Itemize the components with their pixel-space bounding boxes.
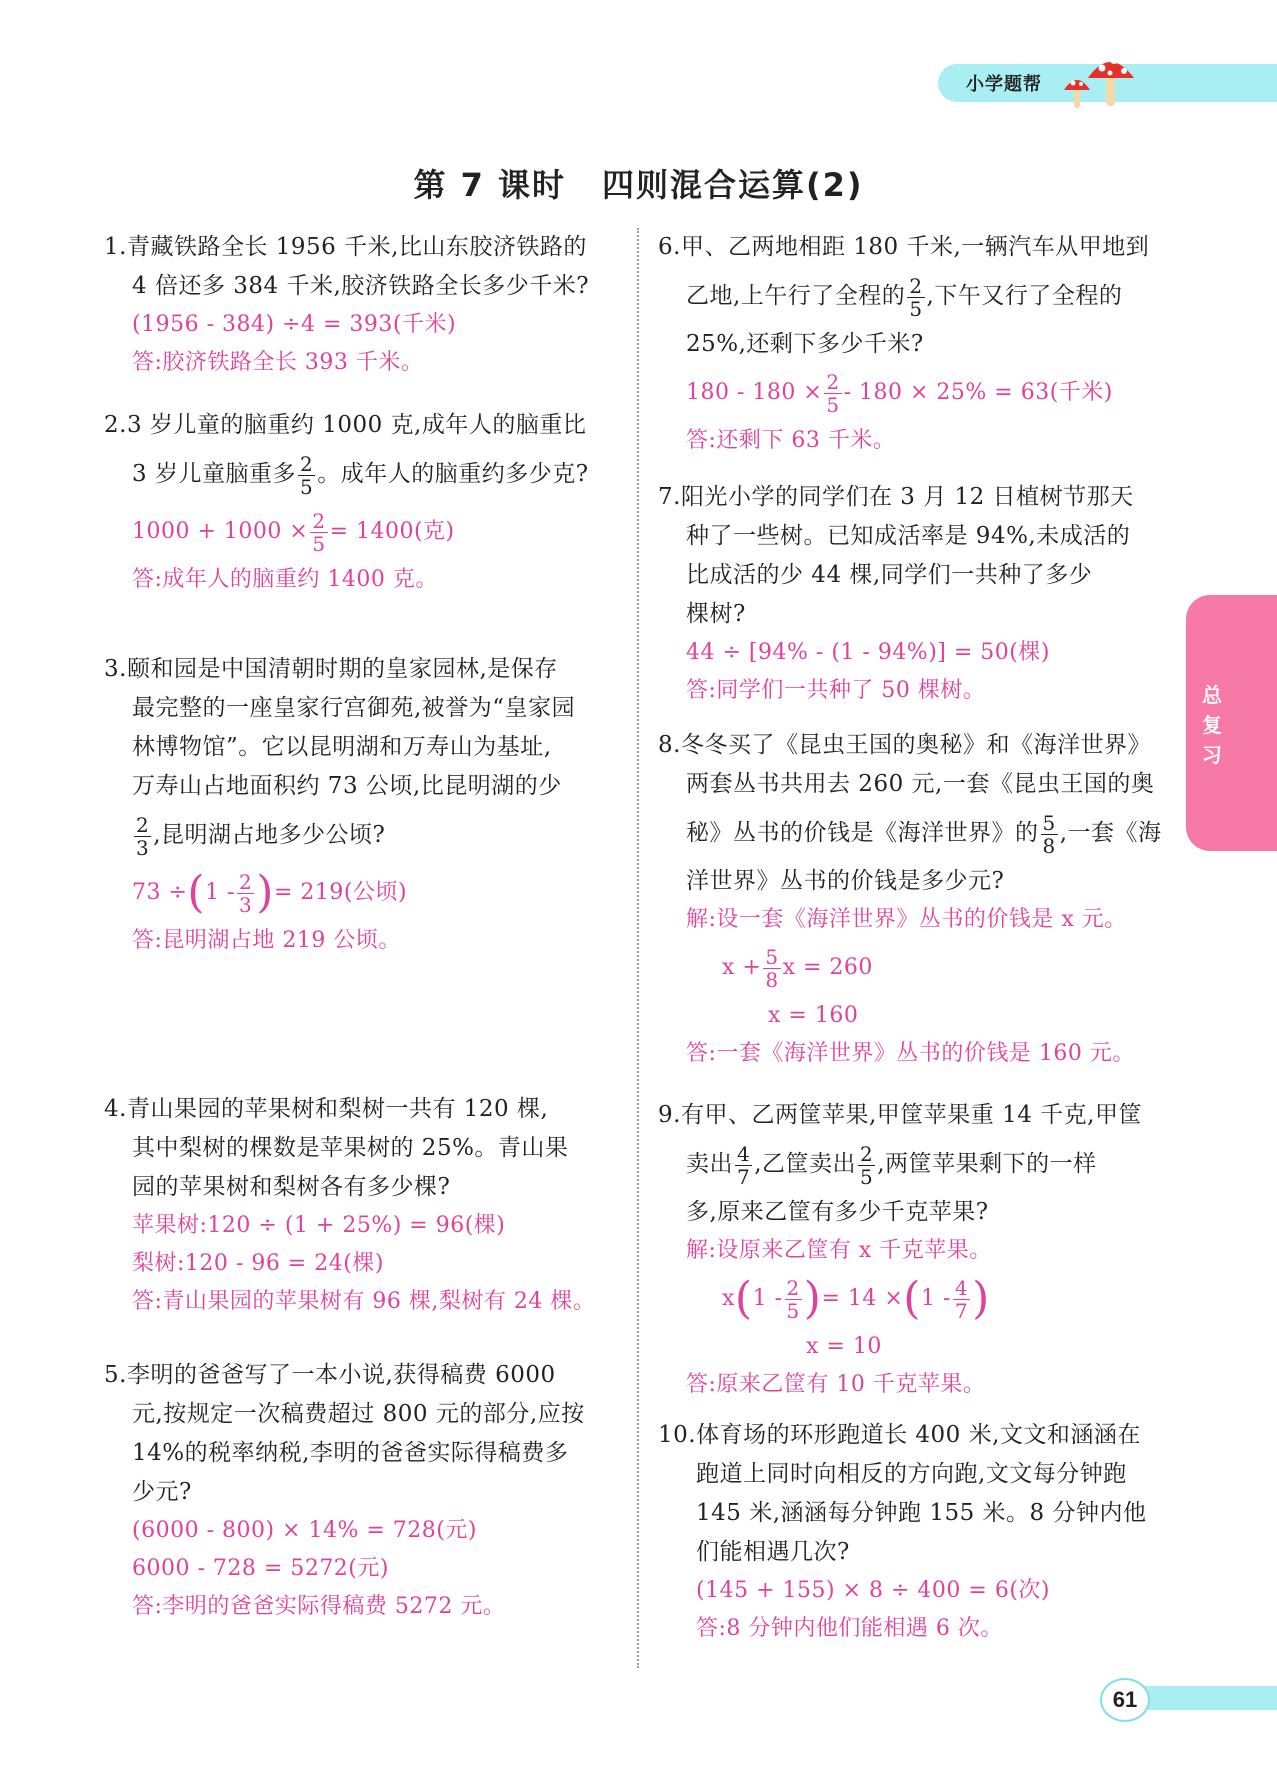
question-line: 6.甲、乙两地相距 180 千米,一辆汽车从甲地到: [658, 234, 1150, 260]
question-line: 种了一些树。已知成活率是 94%,未成活的: [686, 523, 1131, 549]
column-divider: [637, 228, 639, 1668]
fraction-denominator: 5: [299, 474, 314, 499]
fraction-numerator: 2: [860, 1141, 874, 1166]
fraction-numerator: 2: [239, 869, 253, 894]
fraction: [298, 453, 315, 498]
answer-line: 6000 - 728 = 5272(元): [132, 1556, 389, 1581]
answer-line: 答:还剩下 63 千米。: [686, 428, 896, 453]
question-line: 多,原来乙筐有多少千克苹果?: [686, 1199, 989, 1225]
question-line: 跑道上同时向相反的方向跑,文文每分钟跑: [696, 1461, 1127, 1487]
answer-text: = 219(公顷): [273, 880, 408, 905]
fraction-numerator: 5: [765, 944, 779, 969]
question-line: 145 米,涵涵每分钟跑 155 米。8 分钟内他: [696, 1500, 1147, 1526]
answer-text: 1 -: [920, 1286, 951, 1311]
answer-line: 答:原来乙筐有 10 千克苹果。: [686, 1372, 986, 1397]
question-line: 8.冬冬买了《昆虫王国的奥秘》和《海洋世界》: [658, 732, 1151, 758]
problem-1: [104, 228, 604, 388]
answer-line: [658, 939, 1178, 997]
side-tab-label: 总复习: [1202, 683, 1222, 767]
question-text: ,一套《海: [1059, 820, 1162, 846]
answer-line: 苹果树:120 ÷ (1 + 25%) = 96(棵): [132, 1213, 506, 1238]
fraction-denominator: 5: [860, 1164, 874, 1189]
question-line: 元,按规定一次稿费超过 800 元的部分,应按: [132, 1401, 585, 1427]
fraction-numerator: 2: [826, 369, 840, 394]
page-title: [0, 160, 1277, 206]
question-line: 洋世界》丛书的价钱是多少元?: [686, 868, 1005, 894]
answer-line: (145 + 155) × 8 ÷ 400 = 6(次): [696, 1578, 1050, 1603]
answer-line: 44 ÷ [94% - (1 - 94%)] = 50(棵): [686, 640, 1050, 665]
question-text: ,两筐苹果剩下的一样: [877, 1151, 1097, 1177]
question-line: [658, 267, 1178, 325]
answer-line: (6000 - 800) × 14% = 728(元): [132, 1518, 477, 1543]
fraction-numerator: 2: [786, 1275, 800, 1300]
answer-line: x(1 - $\frac{2}{5}$ )= 14 ×(1 - $\frac{4}{7}$ ): [722, 1273, 990, 1324]
answer-text: 1 -: [752, 1286, 783, 1311]
question-line: 园的苹果树和梨树各有多少棵?: [132, 1174, 451, 1200]
question-text: 3 岁儿童脑重多: [132, 461, 296, 487]
question-line: 4 倍还多 384 千米,胶济铁路全长多少千米?: [132, 273, 590, 299]
fraction-denominator: 3: [239, 892, 253, 917]
question-line: 少元?: [132, 1479, 192, 1505]
problem-4: [104, 1090, 604, 1340]
problem-3: [104, 650, 604, 1040]
question-line: 9.有甲、乙两筐苹果,甲筐苹果重 14 千克,甲筐: [658, 1102, 1142, 1128]
lesson-topic: 四则混合运算(2): [602, 166, 864, 204]
fraction-denominator: 5: [312, 531, 326, 556]
answer-text: x +: [722, 955, 762, 980]
fraction-numerator: 2: [299, 451, 314, 476]
question-line: [104, 445, 604, 503]
problem-9: [658, 1096, 1178, 1416]
problem-2: [104, 406, 604, 636]
brand-label: 小学题帮: [966, 74, 1042, 95]
answer-text: = 14 ×: [821, 1286, 904, 1311]
right-column: [658, 228, 1178, 1648]
question-line: 2.3 岁儿童的脑重约 1000 克,成年人的脑重比: [104, 412, 587, 438]
fraction-denominator: 5: [786, 1298, 800, 1323]
fraction-numerator: 4: [737, 1141, 751, 1166]
question-line: 万寿山占地面积约 73 公顷,比昆明湖的少: [132, 773, 562, 799]
problem-6: [658, 228, 1178, 478]
problem-10: [658, 1416, 1178, 1648]
answer-text: 1000 + 1000 ×: [132, 519, 309, 544]
fraction: [953, 1277, 970, 1322]
question-line: [658, 1135, 1178, 1193]
fraction: [858, 1143, 875, 1188]
answer-line: 解:设一套《海洋世界》丛书的价钱是 x 元。: [686, 907, 1127, 932]
answer-line: 梨树:120 - 96 = 24(棵): [132, 1251, 384, 1276]
question-text: ,乙筐卖出: [754, 1151, 857, 1177]
fraction: [735, 1143, 752, 1188]
answer-text: 1 -: [205, 880, 236, 905]
fraction: [907, 275, 924, 320]
fraction-numerator: 5: [1042, 810, 1056, 835]
answer-text: = 1400(克): [329, 519, 455, 544]
answer-line: (1956 - 384) ÷4 = 393(千米): [132, 312, 457, 337]
fraction-denominator: 3: [136, 835, 150, 860]
problem-8: [658, 726, 1178, 1096]
question-line: 25%,还剩下多少千米?: [686, 331, 924, 357]
fraction-denominator: 5: [826, 392, 840, 417]
question-line: 们能相遇几次?: [696, 1539, 850, 1565]
answer-line: x = 10: [806, 1334, 882, 1359]
page-number: 61: [1100, 1678, 1150, 1722]
answer-line: 解:设原来乙筐有 x 千克苹果。: [686, 1238, 992, 1263]
question-line: 其中梨树的棵数是苹果树的 25%。青山果: [132, 1135, 569, 1161]
question-line: 14%的税率纳税,李明的爸爸实际得稿费多: [132, 1440, 569, 1466]
answer-text: - 180 × 25% = 63(千米): [843, 380, 1113, 405]
question-line: 1.青藏铁路全长 1956 千米,比山东胶济铁路的: [104, 234, 587, 260]
lesson-label: 第 7 课时: [413, 166, 567, 204]
question-line: 5.李明的爸爸写了一本小说,获得稿费 6000: [104, 1362, 556, 1388]
question-line: 3.颐和园是中国清朝时期的皇家园林,是保存: [104, 656, 558, 682]
answer-line: x = 160: [768, 1003, 859, 1028]
question-line: 最完整的一座皇家行宫御苑,被誉为“皇家园: [132, 695, 576, 721]
fraction-numerator: 2: [136, 812, 150, 837]
answer-line: [104, 503, 604, 561]
mushroom-icon: [1058, 46, 1148, 116]
answer-line: 答:8 分钟内他们能相遇 6 次。: [696, 1616, 1003, 1641]
question-line: 林博物馆”。它以昆明湖和万寿山为基址,: [132, 734, 552, 760]
answer-line: 答:昆明湖占地 219 公顷。: [132, 928, 401, 953]
fraction-numerator: 2: [909, 273, 923, 298]
question-text: 秘》丛书的价钱是《海洋世界》的: [686, 820, 1039, 846]
question-text: 卖出: [686, 1151, 733, 1177]
question-line: [658, 804, 1178, 862]
answer-line: 答:一套《海洋世界》丛书的价钱是 160 元。: [686, 1041, 1135, 1066]
problem-7: [658, 478, 1178, 718]
answer-line: 答:同学们一共种了 50 棵树。: [686, 678, 986, 703]
answer-text: 180 - 180 ×: [686, 380, 823, 405]
fraction-denominator: 7: [737, 1164, 751, 1189]
answer-line: [658, 364, 1178, 422]
answer-line: 答:李明的爸爸实际得稿费 5272 元。: [132, 1594, 506, 1619]
left-column: [104, 228, 604, 1626]
fraction-numerator: 4: [954, 1275, 969, 1300]
question-line: 10.体育场的环形跑道长 400 米,文文和涵涵在: [658, 1422, 1141, 1448]
fraction: [763, 946, 780, 991]
answer-line: 答:胶济铁路全长 393 千米。: [132, 350, 424, 375]
answer-text: x: [722, 1286, 735, 1311]
answer-line: 答:青山果园的苹果树有 96 棵,梨树有 24 棵。: [132, 1289, 596, 1314]
question-text: 乙地,上午行了全程的: [686, 283, 906, 309]
fraction-denominator: 8: [1042, 833, 1056, 858]
answer-line: 73 ÷(1 - $\frac{2}{3}$ )= 219(公顷): [132, 867, 408, 918]
question-line: 比成活的少 44 棵,同学们一共种了多少: [686, 562, 1093, 588]
question-text: ,下午又行了全程的: [926, 283, 1123, 309]
question-line: 4.青山果园的苹果树和梨树一共有 120 棵,: [104, 1096, 549, 1122]
question-text: ,昆明湖占地多少公顷?: [153, 822, 386, 848]
fraction: [310, 510, 327, 555]
fraction: [134, 814, 151, 859]
question-line: 棵树?: [686, 601, 746, 627]
problem-5: [104, 1356, 604, 1626]
fraction: [1041, 812, 1058, 857]
footer-bar: [1138, 1686, 1277, 1710]
fraction-denominator: 8: [765, 967, 779, 992]
question-line: 两套丛书共用去 260 元,一套《昆虫王国的奥: [686, 771, 1155, 797]
question-text: 。成年人的脑重约多少克?: [317, 461, 589, 487]
fraction-denominator: 7: [954, 1298, 969, 1323]
question-line: 7.阳光小学的同学们在 3 月 12 日植树节那天: [658, 484, 1134, 510]
answer-line: 答:成年人的脑重约 1400 克。: [132, 567, 438, 592]
fraction-numerator: 2: [312, 508, 326, 533]
fraction-denominator: 5: [909, 296, 923, 321]
answer-text: x = 260: [782, 955, 873, 980]
answer-text: 73 ÷: [132, 880, 188, 905]
question-line: [104, 806, 604, 864]
fraction: [824, 371, 841, 416]
fraction: [785, 1277, 802, 1322]
fraction: [237, 871, 254, 916]
